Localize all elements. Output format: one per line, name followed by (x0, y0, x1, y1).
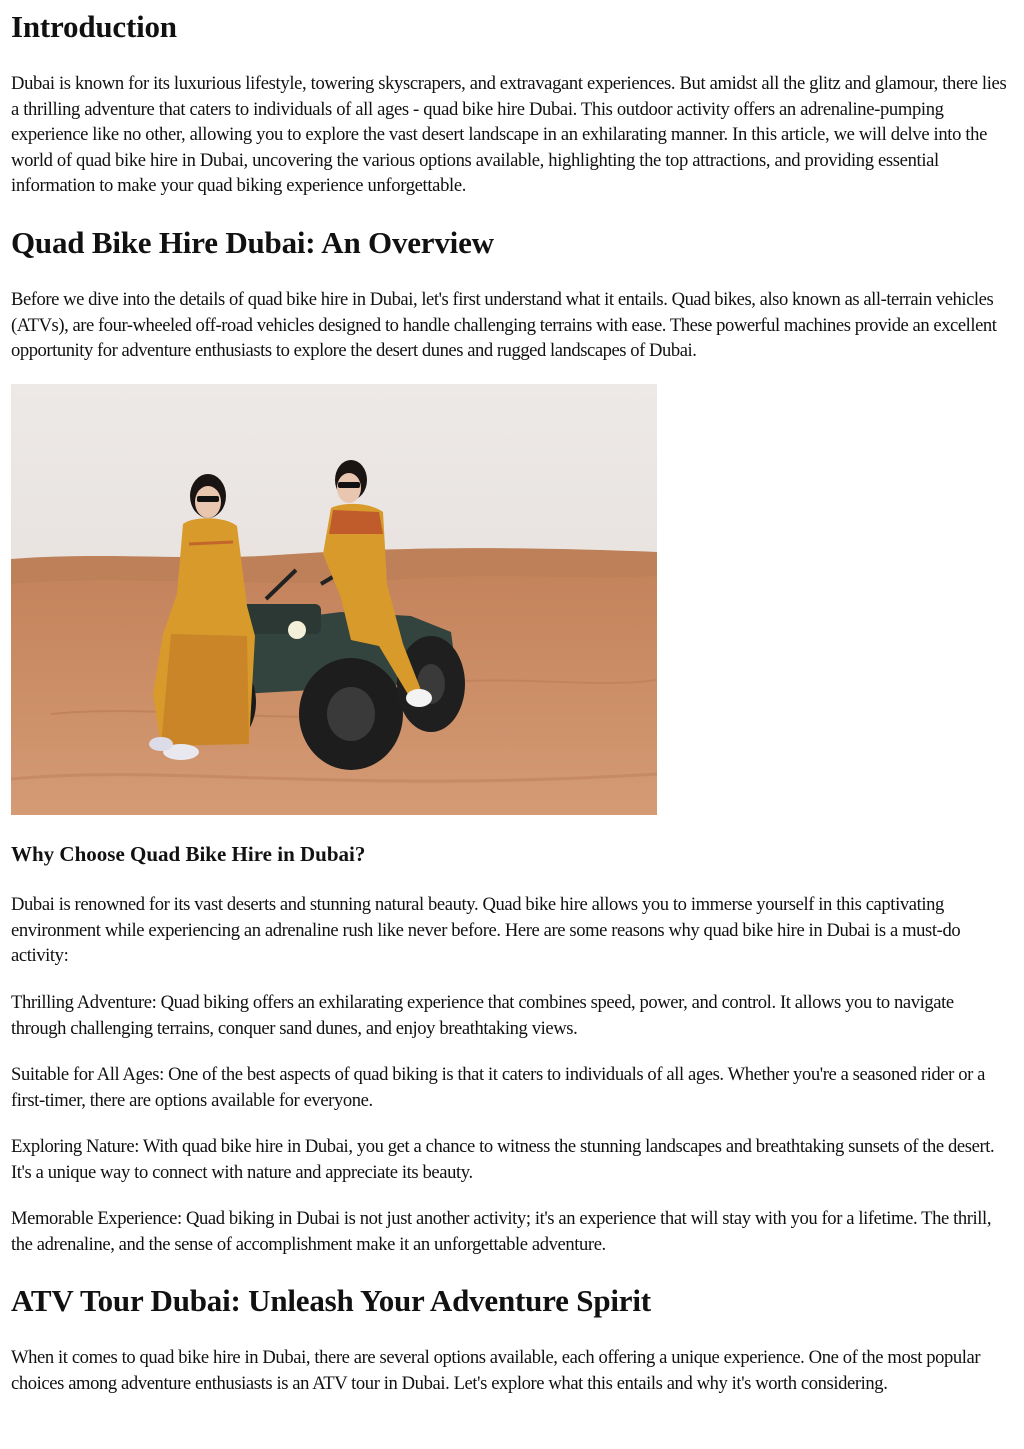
reason-thrilling-adventure: Thrilling Adventure: Quad biking offers an exhilarating experience that combines speed, power, and control. It allows you to navigate through challenging terrains, conquer sand dunes, and enjoy breathtaking views. (11, 992, 954, 1039)
quad-bike-photo (11, 384, 657, 815)
overview-paragraph: Before we dive into the details of quad bike hire in Dubai, let's first understand what it entails. Quad bikes, also known as all-terrain vehicles (ATVs), are four-wheeled off-road vehicles designed to handle challenging terrains with ease. These powerful machines provide an excellent opportunity for adventure enthusiasts to explore the desert dunes and rugged landscapes of Dubai. (11, 289, 997, 362)
atv-heading: ATV Tour Dubai: Unleash Your Adventure Spirit (11, 1283, 651, 1318)
intro-paragraph: Dubai is known for its luxurious lifestyle, towering skyscrapers, and extravagant experiences. But amidst all the glitz and glamour, there lies a thrilling adventure that caters to individuals of all ages - quad bike hire Dubai. This outdoor activity offers an adrenaline-pumping experience like no other, allowing you to explore the vast desert landscape in an exhilarating manner. In this article, we will delve into the world of quad bike hire in Dubai, uncovering the various options available, highlighting the top attractions, and providing essential information to make your quad biking experience unforgettable. (11, 73, 1007, 197)
reason-all-ages: Suitable for All Ages: One of the best aspects of quad biking is that it caters to individuals of all ages. Whether you're a seasoned rider or a first-timer, there are options available for everyone. (11, 1064, 985, 1111)
reason-exploring-nature: Exploring Nature: With quad bike hire in Dubai, you get a chance to witness the stunning landscapes and breathtaking sunsets of the desert. It's a unique way to connect with nature and appreciate its beauty. (11, 1136, 995, 1183)
why-heading: Why Choose Quad Bike Hire in Dubai? (11, 842, 366, 866)
atv-paragraph: When it comes to quad bike hire in Dubai, there are several options available, each offering a unique experience. One of the most popular choices among adventure enthusiasts is an ATV tour in Dubai. Let's explore what this entails and why it's worth considering. (11, 1347, 981, 1394)
intro-heading: Introduction (11, 9, 177, 44)
reason-memorable-experience: Memorable Experience: Quad biking in Dubai is not just another activity; it's an experience that will stay with you for a lifetime. The thrill, the adrenaline, and the sense of accomplishment make it an unforgettable adventure. (11, 1208, 992, 1255)
why-paragraph: Dubai is renowned for its vast deserts and stunning natural beauty. Quad bike hire allows you to immerse yourself in this captivating environment while experiencing an adrenaline rush like never before. Here are some reasons why quad bike hire in Dubai is a must-do activity: (11, 894, 961, 967)
overview-heading: Quad Bike Hire Dubai: An Overview (11, 225, 494, 260)
